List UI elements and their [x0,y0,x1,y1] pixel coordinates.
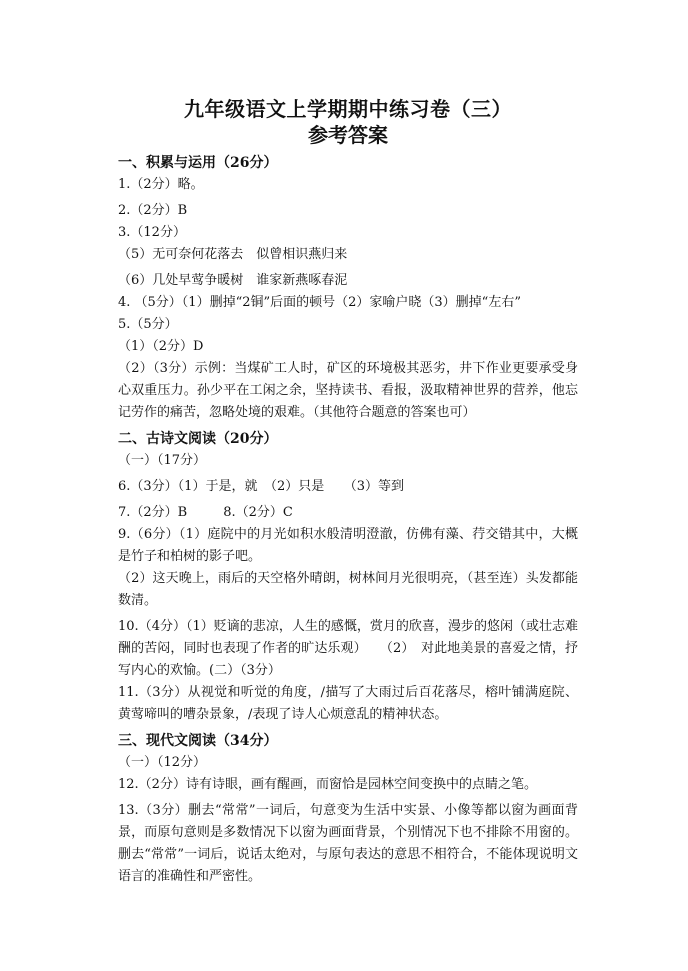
answer-q5: 5.（5分） [118,317,178,332]
answer-q2: 2.（2分）B [118,203,188,218]
answer-part-3-1: （一）（12分） [118,755,207,770]
answer-q7-q8 [118,502,578,524]
page-title: 九年级语文上学期期中练习卷（三） [184,97,512,121]
page-subtitle: 参考答案 [308,123,388,147]
answer-q4: 4. （5分）（1）删掉“2铜”后面的顿号（2）家喻户晓（3）删掉“左右” [118,295,521,310]
answer-q13: 13.（3分）删去“常常”一词后，句意变为生活中实景、小像等都以窗为画面背景，而原句意则是多数情况下以窗为画面背景，个别情况下也不排除不用窗的。删去“常常”一词后，说话太绝对，与原句表达的意思不相符合，不能体现说明文语言的准确性和严密性。 [118,803,578,884]
section-heading-2: 二、古诗文阅读（20分） [118,431,278,447]
answer-q11: 11.（3分）从视觉和听觉的角度，/描写了大雨过后百花落尽，榕叶铺满庭院、黄莺啼叫的嘈杂景象，/表现了诗人心烦意乱的精神状态。 [118,685,578,722]
answer-q9-1: 9.（6分）（1）庭院中的月光如积水般清明澄澈，仿佛有藻、荇交错其中，大概是竹子和柏树的影子吧。 [118,527,578,564]
section-heading-3: 三、现代文阅读（34分） [118,733,278,749]
answer-q8: 8.（2分）C [223,505,293,520]
answer-q6: 6.（3分）（1）于是，就 （2）只是 （3）等到 [118,479,404,494]
answer-q5-1: （1）（2分）D [118,339,204,354]
answer-part-2-1: （一）（17分） [118,453,207,468]
answer-q3-5: （5）无可奈何花落去 似曾相识燕归来 [118,247,348,262]
section-heading-1: 一、积累与运用（26分） [118,155,278,171]
answer-q5-2: （2）（3分）示例：当煤矿工人时，矿区的环境极其恶劣，井下作业更要承受身心双重压力。孙少平在工闲之余，坚持读书、看报，汲取精神世界的营养，他忘记劳作的痛苦，忽略处境的艰难。（其他符合题意的答案也可） [118,361,578,420]
answer-q12: 12.（2分）诗有诗眼，画有醒画，而窗恰是园林空间变换中的点睛之笔。 [118,777,537,792]
answer-q7: 7.（2分）B [118,505,188,520]
answer-q3: 3.（12分） [118,225,186,240]
answer-sheet [118,96,578,888]
answer-q1: 1.（2分）略。 [118,177,204,192]
answer-q10: 10.（4分）（1）贬谪的悲凉，人生的感慨，赏月的欣喜，漫步的悠闲（或壮志难酬的苦闷，同时也表现了作者的旷达乐观） （2） 对此地美景的喜爱之情，抒写内心的欢愉。(二）（3分） [118,619,578,678]
answer-q3-6: （6）几处早莺争暖树 谁家新燕啄春泥 [118,273,348,288]
answer-q9-2: （2）这天晚上，雨后的天空格外晴朗，树林间月光很明亮，（甚至连）头发都能数清。 [118,571,578,608]
